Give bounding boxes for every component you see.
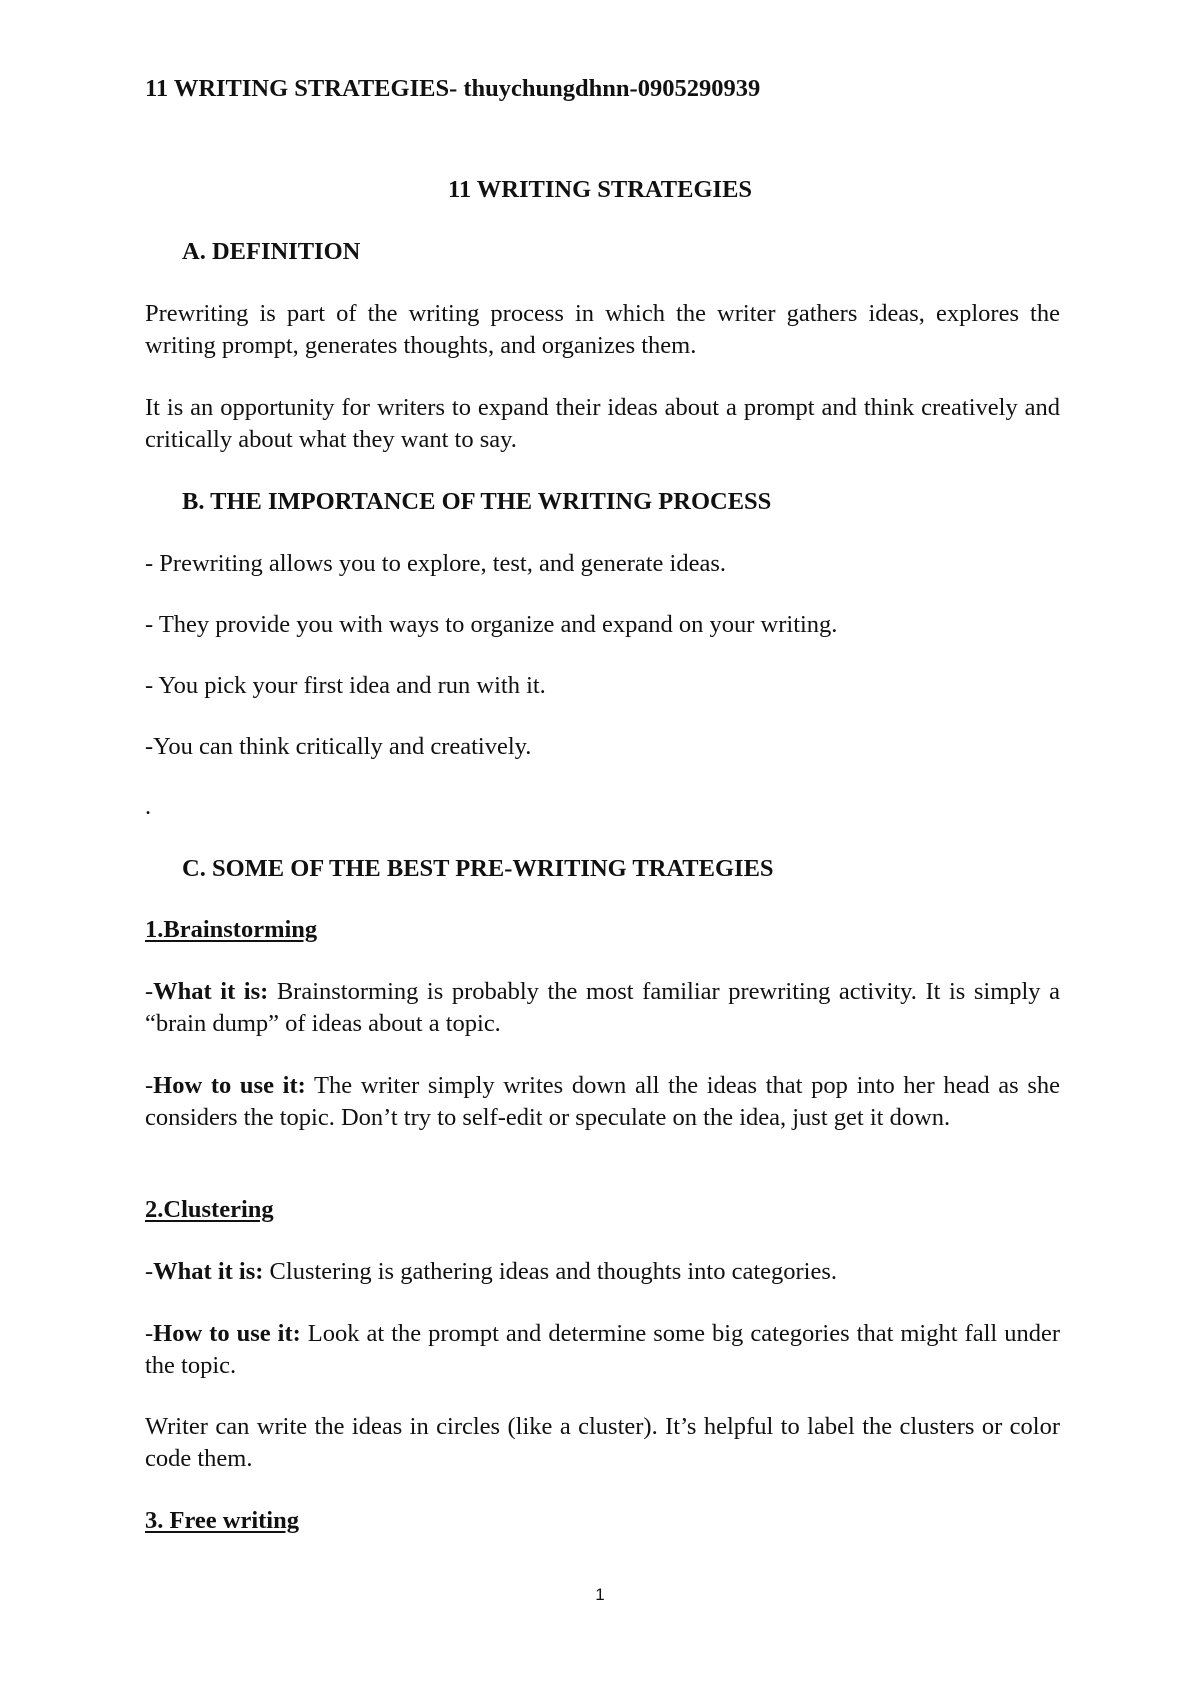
dash: -	[145, 1072, 154, 1099]
page-header: 11 WRITING STRATEGIES- thuychungdhnn-0905290939	[145, 75, 761, 102]
strategy-2-how	[145, 1318, 1060, 1382]
section-c-heading: C. SOME OF THE BEST PRE-WRITING TRATEGIES	[182, 855, 774, 882]
importance-item-4: -You can think critically and creatively.	[145, 733, 532, 760]
how-label: How to use it:	[153, 1072, 306, 1099]
page-number: 1	[595, 1585, 605, 1604]
how-text: The writer simply writes down all the ideas that pop into her head as she considers the topic. Don’t try to self-edit or speculate on the idea, just get it down.	[145, 1072, 1060, 1131]
what-text: Brainstorming is probably the most familiar prewriting activity. It is simply a “brain dump” of ideas about a topic.	[145, 978, 1060, 1037]
importance-item-1: - Prewriting allows you to explore, test, and generate ideas.	[145, 550, 727, 577]
section-b-heading: B. THE IMPORTANCE OF THE WRITING PROCESS	[182, 488, 772, 515]
strategy-1-title: 1.Brainstorming	[145, 916, 318, 943]
section-a-heading: A. DEFINITION	[182, 238, 361, 265]
definition-paragraph-2: It is an opportunity for writers to expand their ideas about a prompt and think creatively and critically about what they want to say.	[145, 394, 1060, 453]
document-title: 11 WRITING STRATEGIES	[447, 176, 753, 203]
definition-paragraph-1: Prewriting is part of the writing process in which the writer gathers ideas, explores the writing prompt, generates thoughts, and organizes them.	[145, 300, 1060, 359]
dash: -	[145, 1320, 154, 1347]
stray-dot: .	[145, 793, 152, 820]
dash: -	[145, 978, 154, 1005]
importance-item-2: - They provide you with ways to organize and expand on your writing.	[145, 611, 838, 638]
strategy-1-what	[145, 976, 1060, 1040]
how-text: Look at the prompt and determine some big categories that might fall under the topic.	[145, 1320, 1060, 1379]
what-text: Clustering is gathering ideas and thoughts into categories.	[263, 1258, 838, 1285]
how-label: How to use it:	[153, 1320, 301, 1347]
what-label: What it is:	[153, 1258, 264, 1285]
strategy-2-what	[145, 1256, 1060, 1288]
strategy-2-extra: Writer can write the ideas in circles (like a cluster). It’s helpful to label the clusters or color code them.	[145, 1413, 1060, 1472]
importance-item-3: - You pick your first idea and run with it.	[145, 672, 546, 699]
strategy-2-title: 2.Clustering	[145, 1196, 274, 1223]
dash: -	[145, 1258, 154, 1285]
strategy-3-title: 3. Free writing	[145, 1507, 299, 1534]
what-label: What it is:	[153, 978, 269, 1005]
strategy-1-how	[145, 1070, 1060, 1134]
